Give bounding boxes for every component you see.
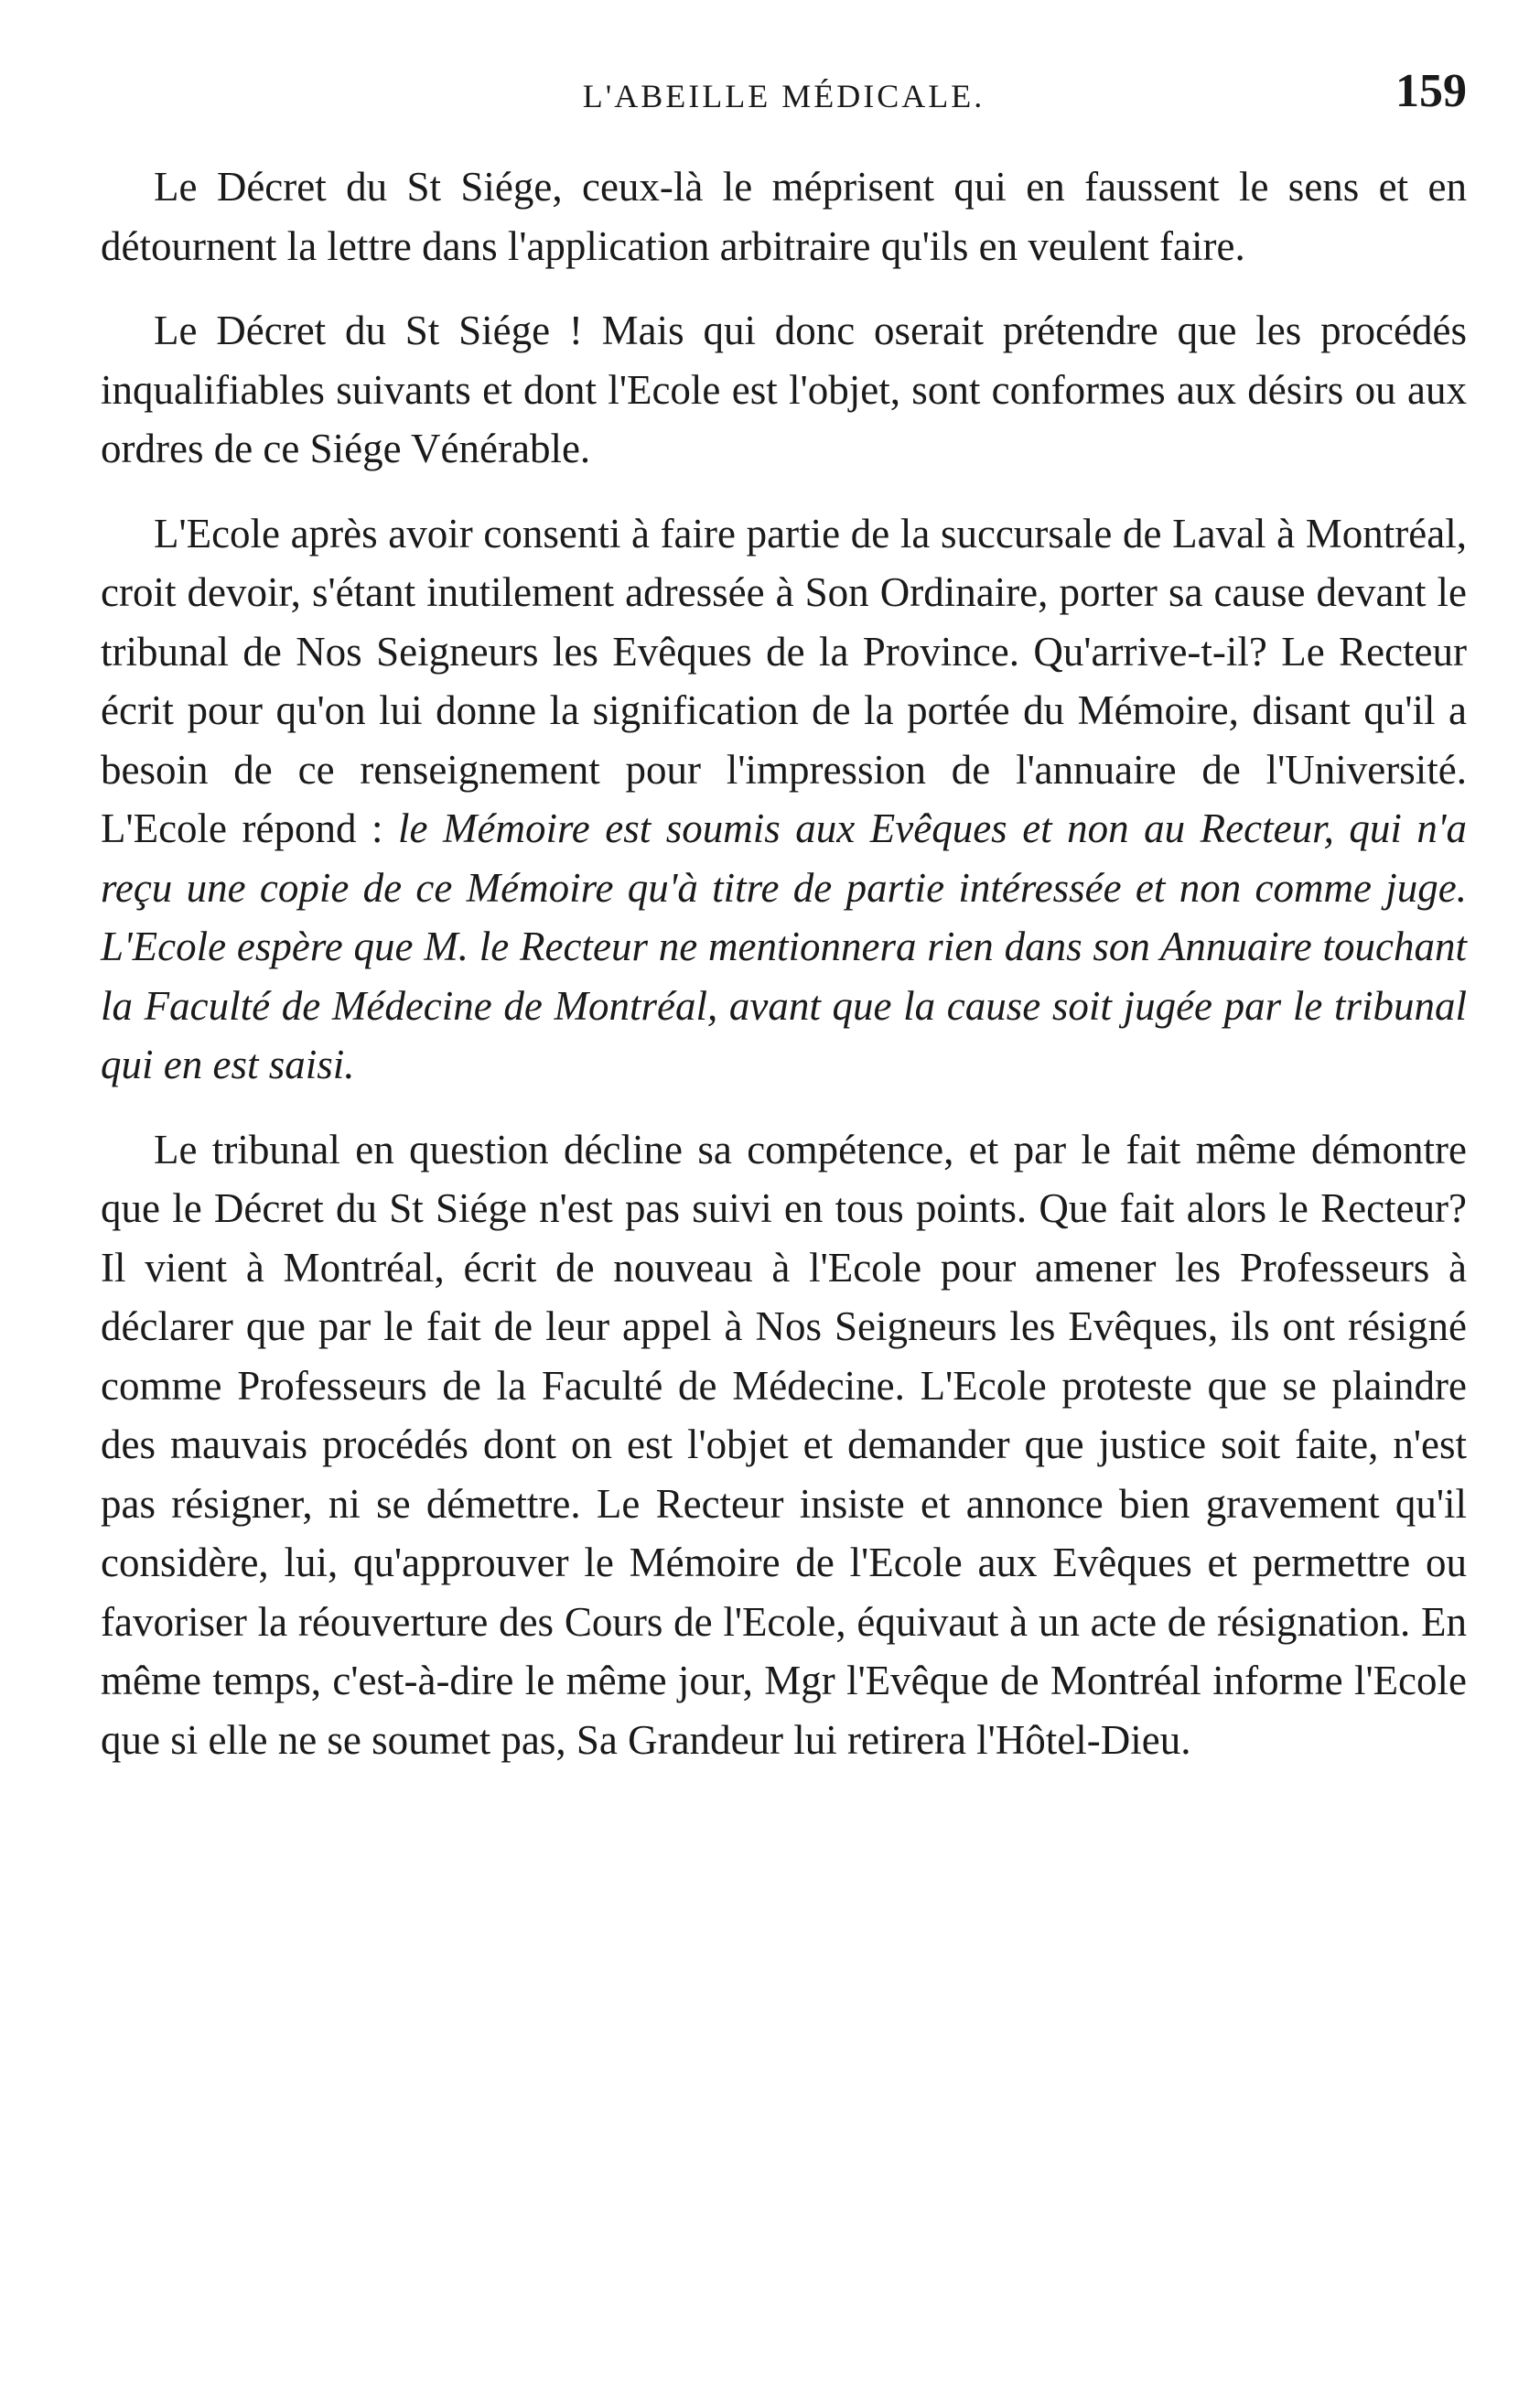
paragraph-2-text: Le Décret du St Siége ! Mais qui donc oserait prétendre que les procédés inqualifiables suivants et dont l'Ecole est l'objet, sont conformes aux désirs ou aux ordres de ce Siége Vénérable. bbox=[101, 308, 1467, 471]
page-number: 159 bbox=[1395, 65, 1467, 117]
paragraph-3 bbox=[101, 504, 1467, 1095]
running-head bbox=[101, 64, 1467, 128]
paragraph-3-text: L'Ecole après avoir consenti à faire partie de la succursale de Laval à Montréal, croit devoir, s'étant inutilement adressée à Son Ordinaire, porter sa cause devant le tribunal de Nos Seigneurs les Evêques de la Province. Qu'arrive-t-il? Le Recteur écrit pour qu'on lui donne la signification de la portée du Mémoire, disant qu'il a besoin de ce renseignement pour l'impression de l'annuaire de l'Université. L'Ecole répond : bbox=[101, 510, 1467, 851]
running-title: L'ABEILLE MÉDICALE. bbox=[582, 78, 985, 114]
paragraph-4-text: Le tribunal en question décline sa compétence, et par le fait même démontre que le Décret du St Siége n'est pas suivi en tous points. Que fait alors le Recteur? Il vient à Montréal, écrit de nouveau à l'Ecole pour amener les Professeurs à déclarer que par le fait de leur appel à Nos Seigneurs les Evêques, ils ont résigné comme Professeurs de la Faculté de Médecine. L'Ecole proteste que se plaindre des mauvais procédés dont on est l'objet et demander que justice soit faite, n'est pas résigner, ni se démettre. Le Recteur insiste et annonce bien gravement qu'il considère, lui, qu'approuver le Mémoire de l'Ecole aux Evêques et permettre ou favoriser la réouverture des Cours de l'Ecole, équivaut à un acte de résignation. En même temps, c'est-à-dire le même jour, Mgr l'Evêque de Montréal informe l'Ecole que si elle ne se soumet pas, Sa Grandeur lui retirera l'Hôtel-Dieu. bbox=[101, 1126, 1467, 1763]
paragraph-1-text: Le Décret du St Siége, ceux-là le méprisent qui en faussent le sens et en détournent la lettre dans l'application arbitraire qu'ils en veulent faire. bbox=[101, 164, 1467, 269]
paragraph-3-italic-quote: le Mémoire est soumis aux Evêques et non au Recteur, qui n'a reçu une copie de ce Mémoire qu'à titre de partie intéressée et non comme juge. L'Ecole espère que M. le Recteur ne mentionnera rien dans son Annuaire touchant la Faculté de Médecine de Montréal, avant que la cause soit jugée par le tribunal qui en est saisi. bbox=[101, 805, 1467, 1087]
paragraph-1 bbox=[101, 157, 1467, 276]
paragraph-4 bbox=[101, 1120, 1467, 1770]
body-text bbox=[101, 157, 1467, 1769]
paragraph-2 bbox=[101, 301, 1467, 479]
